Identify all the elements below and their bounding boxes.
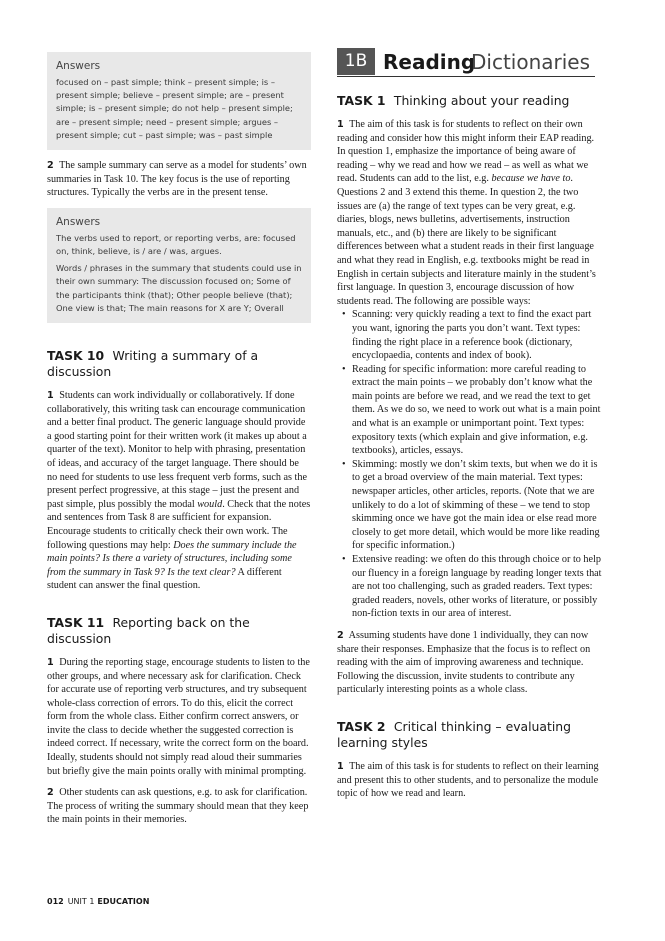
task-2-heading [337,719,603,751]
paragraph-2 [47,159,311,200]
footer-unit: UNIT 1 [67,897,95,906]
paragraph-number: 1 [337,760,344,772]
task-11-paragraph-2 [47,786,311,827]
paragraph-number: 1 [47,656,54,668]
task-title: Critical thinking – evaluating learning styles [337,718,572,750]
task-1-paragraph-2 [337,629,603,697]
answers-text: The verbs used to report, or reporting verbs, are: focused on, think, believe, is / are / was, argues. [56,232,296,256]
answers-text: Words / phrases in the summary that students could use in their own summary: The discussion focused on; Some of the participants think (that); Other people believe (that); One view is that; The main reasons for X are Y; Overall [56,263,302,313]
right-column [337,93,603,801]
answers-box-past-simple [47,52,311,150]
task-2-paragraph-1 [337,760,603,801]
paragraph-text: Assuming students have done 1 individually, they can now share their responses. Emphasize that the focus is to reflect on reading with the aim of improving awareness and technique. Following the discussion, invite students to contribute any particularly interesting points as a whole class. [337,629,591,696]
page-number: 012 [47,897,64,906]
unit-badge: 1B [337,48,375,75]
paragraph-text: Other students can ask questions, e.g. to ask for clarification. The process of writing the summary should mean that they keep the main points in their memories. [47,787,309,826]
paragraph-number: 1 [337,119,344,130]
task-title: Writing a summary of a discussion [47,348,259,380]
task-number: TASK 11 [47,614,105,630]
task-10-paragraph-1 [47,389,311,593]
footer-section: EDUCATION [97,897,150,906]
unit-title: Reading [383,50,476,74]
task-11-heading [47,615,311,647]
italic-text: would [197,498,223,510]
list-item: • Reading for specific information: more careful reading to extract the main points – we probably don’t know what the main points are before we read, and we read the text to get them. As we do so, we need to work out what is a main point and what is an example or unimportant point. Text types: expository texts (which explain and give information, e.g. textbooks), articles, essays. [337,363,603,458]
list-item: • Extensive reading: we often do this through choice or to help our fluency in a foreign language by reading longer texts that are not too challenging, such as graded readers. Text types: graded readers, novels, other works of literature, or possibly non-fiction texts in our area of interest. [337,553,603,621]
paragraph-text: The aim of this task is for students to reflect on their learning and present this to other students, and to personalize the module topic of how we read and learn. [337,760,599,800]
paragraph-number: 2 [47,787,54,799]
paragraph-text: Students can work individually or collaboratively. If done collaboratively, this writing task can encourage communication and a better final product. The generic language should provide a good starting point for their written work (it makes up about a quarter of the text). Monitor to help with phrasing, presentation of ideas, and accuracy of the target language. There should be no need for students to use less frequent verb forms, such as the present perfect progressive, at this stage – just the present and past simple, plus possibly the modal [47,390,308,510]
page-footer [47,897,149,906]
reading-ways-list [337,308,603,621]
italic-text: Does the summary include the main points? Is there a variety of structures, including some from the summary in Task 9? Is the text clear? [47,539,297,578]
task-10-heading [47,348,311,380]
list-item: • Skimming: mostly we don’t skim texts, but when we do it is to get a broad overview of the main material. Text types: newspaper articles, other articles, reports. (Note that we are unlikely to do a lot of skimming of these – we tend to stop skimming once we have got the main idea or else read more closely to get more detail, which would be more like reading for specific information.) [337,458,603,553]
paragraph-text: The sample summary can serve as a model for students’ own summaries in Task 10. The key focus is the use of reporting structures. Typically the verbs are in the present tense. [47,160,307,199]
paragraph-number: 1 [47,390,54,402]
task-number: TASK 1 [337,93,386,108]
answers-box-reporting-verbs [47,208,311,323]
unit-header [337,47,595,77]
task-title: Reporting back on the discussion [47,614,250,646]
task-1-paragraph-1 [337,118,603,308]
task-11-paragraph-1 [47,656,311,778]
task-number: TASK 2 [337,718,386,734]
answers-heading: Answers [56,215,101,228]
list-item: • Scanning: very quickly reading a text to find the exact part you want, ignoring the parts you don’t want. Text types: finding the right place in a reference book (dictionary, encyclopaedia, contents and index of book). [337,308,603,362]
paragraph-text: . Questions 2 and 3 extend this theme. In question 2, the two issues are (a) the range of text types can be very great, e.g. diaries, blogs, news bulletins, advertisements, instruction manuals, etc., and (b) there are likely to be significant differences between what a student reads in their first language and what they read in English, e.g. textbooks might be read in English in certain subjects and literature mainly in the student’s first language. In question 3, encourage discussion of how students read. The following are possible ways: [337,173,596,307]
paragraph-number: 2 [337,629,344,641]
paragraph-text: A different student can answer the final question. [47,566,282,592]
task-1-heading [337,93,603,109]
italic-text: because we have to [491,173,571,185]
unit-subtitle: Dictionaries [471,50,591,74]
answers-heading: Answers [56,60,101,72]
paragraph-text: During the reporting stage, encourage students to listen to the other groups, and where necessary ask for clarification. Check for accurate use of reporting verb structures, and try subsequent whole-class correction of errors. To do this, elicit the correct form from the whole class. Either confirm correct answers, or invite the class to decide whether the suggested correction is indeed correct. If necessary, write the correct form on the board. Ideally, students should not simply read aloud their summaries but briefly give the main points orally with minimal prompting. [47,656,310,777]
task-number: TASK 10 [47,348,105,364]
answers-text: focused on – past simple; think – present simple; is – present simple; believe – present simple; are – present simple; is – present simple; do not help – present simple; are – present simple; need – present simple; argues – present simple; cut – past simple; was – past simple [56,77,293,140]
left-column [47,52,311,827]
paragraph-text: . Check that the notes and sentences from Task 8 are sufficient for expansion. Encourage students to critically check their own work. The following questions may help: [47,498,311,551]
paragraph-number: 2 [47,160,54,172]
paragraph-text: The aim of this task is for students to reflect on their own reading and consider how this might inform their EAP reading. In question 1, emphasize the importance of being aware of reading – why we read and how we read – as well as what we read. Students can add to the list, e.g. [337,119,595,185]
task-title: Thinking about your reading [393,93,570,108]
